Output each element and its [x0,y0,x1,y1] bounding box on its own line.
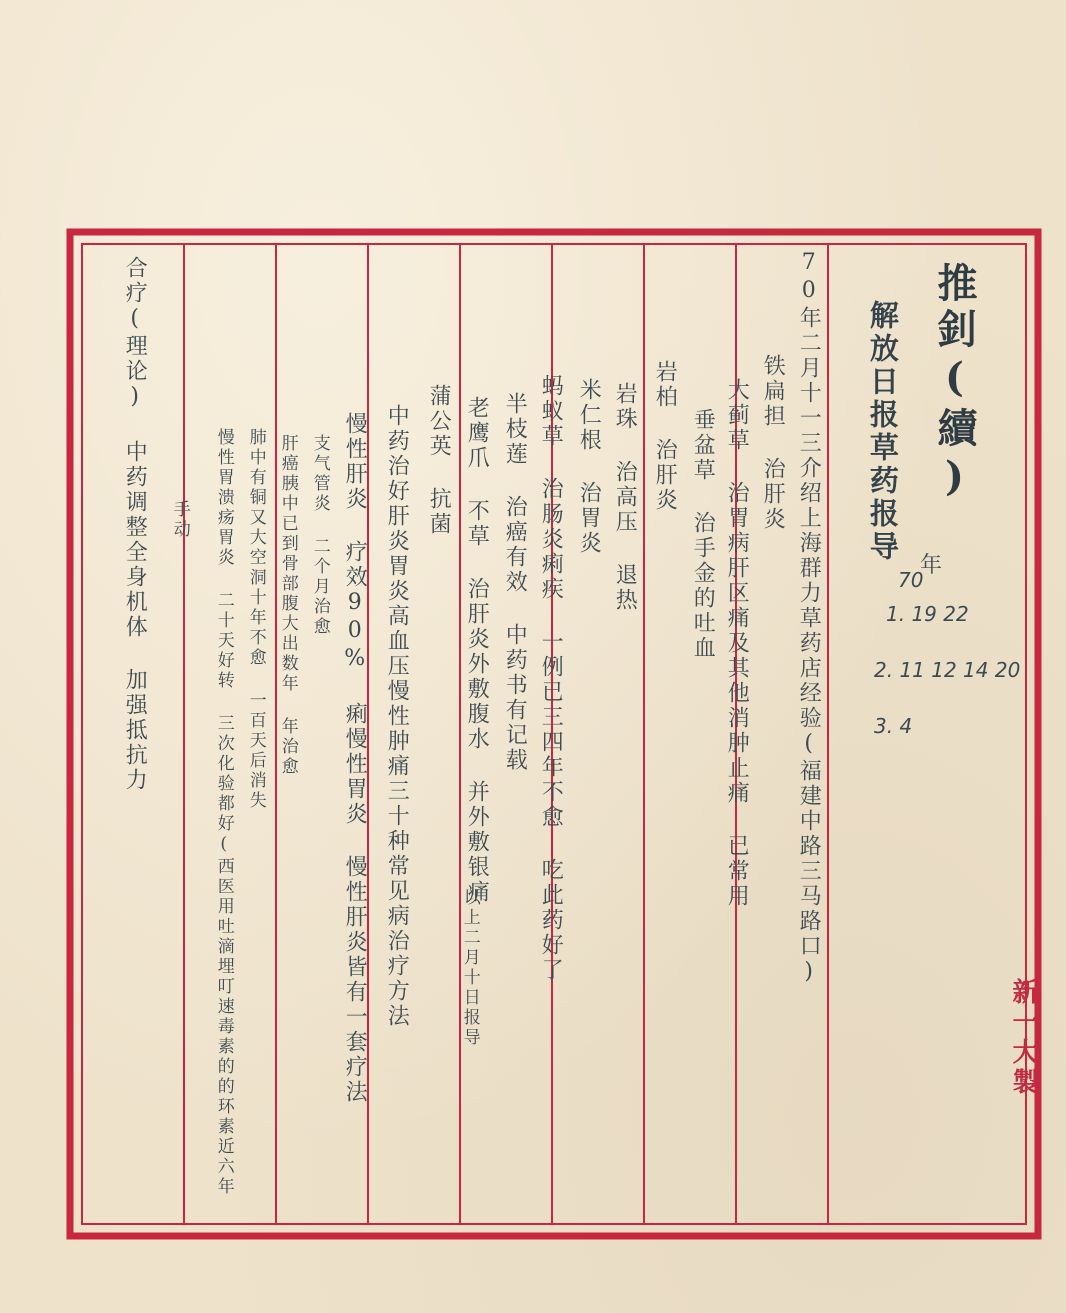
entry-herb-9: 老鹰爪 不草 治肝炎外敷腹水 并外敷银痛 [464,396,490,905]
entry-herb-2: 大蓟草 治胃病肝区痛及其他消肿止痛 已常用 [724,378,750,909]
section2-line-2: 慢性肝炎 疗效90% 痢慢性胃炎 慢性肝炎皆有一套疗法 [342,412,368,1105]
section-heading: 解放日报草药报导 [865,300,900,564]
entry-herb-1: 铁扁担 治肝炎 [760,354,786,532]
section3-line-1: 合疗(理论) 中药调整全身机体 加强抵抗力 [122,256,148,793]
entry-intro: 70年二月十一三介绍上海群力草药店经验(福建中路三马路口) [796,250,822,987]
date-year-prefix: 70 [898,568,924,592]
section2-line-6: 慢性胃溃疡胃炎 二十天好转 三次化验都好(西医用吐滴埋叮速毒素的的环素近六年 [213,428,234,1197]
section2-line-3: 支气管炎 二个月治愈 [309,434,330,637]
date-row-1: 1. 19 22 [886,602,969,626]
entry-report-note: 以上二月十日报导 [459,888,480,1048]
entry-herb-8: 半枝莲 治癌有效 中药书有记载 [502,392,528,773]
entry-herb-7: 蚂蚁草 治肠炎痢疾 一例已三四年不愈 吃此药好了 [538,374,564,983]
date-row-2: 2. 11 12 14 20 [874,658,1021,682]
entry-herb-6: 米仁根 治胃炎 [576,378,602,556]
entry-herb-5: 岩珠 治高压 退热 [612,382,638,613]
section3-line-2: 手动 [169,500,190,540]
entry-herb-4: 岩柏 治肝炎 [652,360,678,513]
ledger-frame [66,228,1042,1240]
date-year-label: 年 [920,553,943,578]
section2-line-5: 肺中有铜又大空洞十年不愈 一百天后消失 [245,428,266,811]
document-title: 推釗(續) [931,262,978,506]
entry-herb-10: 蒲公英 抗菌 [426,384,452,537]
section2-line-4: 肝癌胰中已到骨部腹大出数年 年治愈 [277,434,298,777]
binding-seam-mark: 新一大製 [1008,978,1038,1098]
entry-herb-3: 垂盆草 治手金的吐血 [690,408,716,661]
section2-line-1: 中药治好肝炎胃炎高血压慢性肿痛三十种常见病治疗方法 [384,404,410,1029]
date-row-3: 3. 4 [874,714,913,738]
